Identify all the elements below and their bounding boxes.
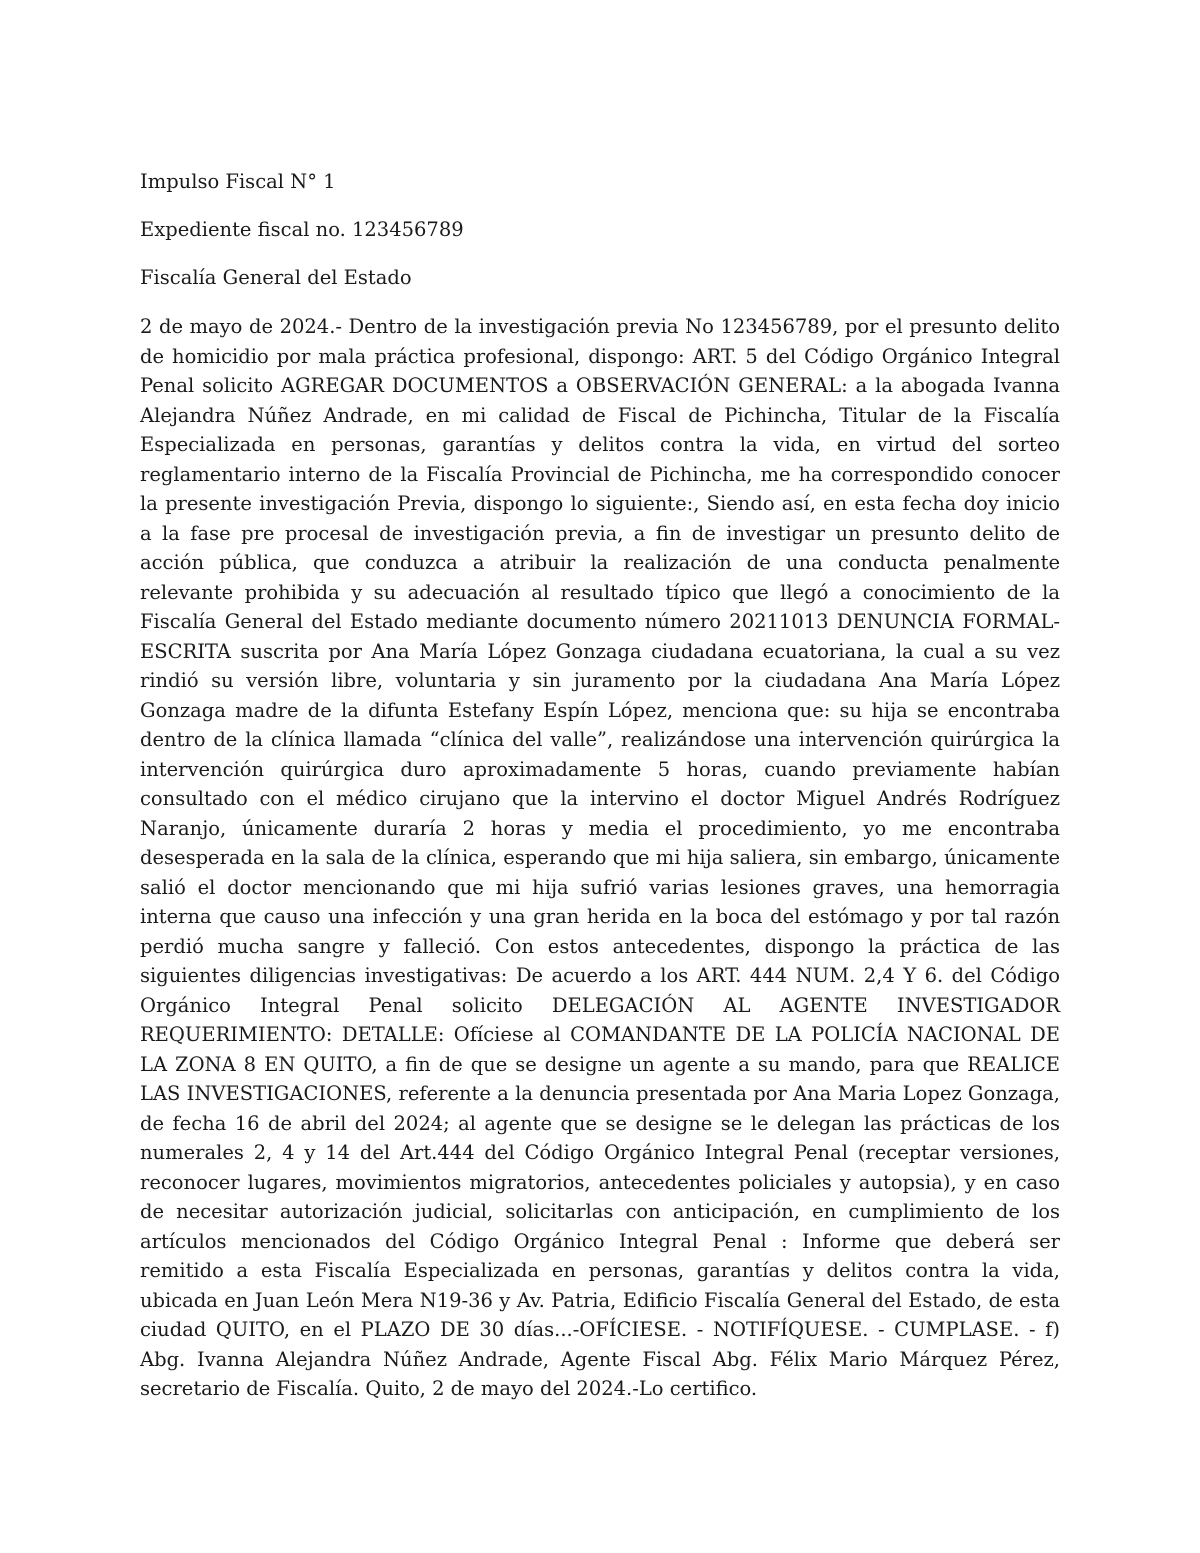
document-content bbox=[140, 168, 1060, 1404]
fiscalia-heading: Fiscalía General del Estado bbox=[140, 266, 412, 289]
impulso-fiscal-heading: Impulso Fiscal N° 1 bbox=[140, 170, 336, 193]
body-paragraph: 2 de mayo de 2024.- Dentro de la investigación previa No 123456789, por el presunto delito de homicidio por mala práctica profesional, dispongo: ART. 5 del Código Orgánico Integral Penal solicito AGREGAR DOCUMENTOS a OBSERVACIÓN GENERAL: a la abogada Ivanna Alejandra Núñez Andrade, en mi calidad de Fiscal de Pichincha, Titular de la Fiscalía Especializada en personas, garantías y delitos contra la vida, en virtud del sorteo reglamentario interno de la Fiscalía Provincial de Pichincha, me ha correspondido conocer la presente investigación Previa, dispongo lo siguiente:, Siendo así, en esta fecha doy inicio a la fase pre procesal de investigación previa, a fin de investigar un presunto delito de acción pública, que conduzca a atribuir la realización de una conducta penalmente relevante prohibida y su adecuación al resultado típico que llegó a conocimiento de la Fiscalía General del Estado mediante documento número 20211013 DENUNCIA FORMAL- ESCRITA suscrita por Ana María López Gonzaga ciudadana ecuatoriana, la cual a su vez rindió su versión libre, voluntaria y sin juramento por la ciudadana Ana María López Gonzaga madre de la difunta Estefany Espín López, menciona que: su hija se encontraba dentro de la clínica llamada “clínica del valle”, realizándose una intervención quirúrgica la intervención quirúrgica duro aproximadamente 5 horas, cuando previamente habían consultado con el médico cirujano que la intervino el doctor Miguel Andrés Rodríguez Naranjo, únicamente duraría 2 horas y media el procedimiento, yo me encontraba desesperada en la sala de la clínica, esperando que mi hija saliera, sin embargo, únicamente salió el doctor mencionando que mi hija sufrió varias lesiones graves, una hemorragia interna que causo una infección y una gran herida en la boca del estómago y por tal razón perdió mucha sangre y falleció. Con estos antecedentes, dispongo la práctica de las siguientes diligencias investigativas: De acuerdo a los ART. 444 NUM. 2,4 Y 6. del Código Orgánico Integral Penal solicito DELEGACIÓN AL AGENTE INVESTIGADOR REQUERIMIENTO: DETALLE: Ofíciese al COMANDANTE DE LA POLICÍA NACIONAL DE LA ZONA 8 EN QUITO, a fin de que se designe un agente a su mando, para que REALICE LAS INVESTIGACIONES, referente a la denuncia presentada por Ana Maria Lopez Gonzaga, de fecha 16 de abril del 2024; al agente que se designe se le delegan las prácticas de los numerales 2, 4 y 14 del Art.444 del Código Orgánico Integral Penal (receptar versiones, reconocer lugares, movimientos migratorios, antecedentes policiales y autopsia), y en caso de necesitar autorización judicial, solicitarlas con anticipación, en cumplimiento de los artículos mencionados del Código Orgánico Integral Penal : Informe que deberá ser remitido a esta Fiscalía Especializada en personas, garantías y delitos contra la vida, ubicada en Juan León Mera N19-36 y Av. Patria, Edificio Fiscalía General del Estado, de esta ciudad QUITO, en el PLAZO DE 30 días...-OFÍCIESE. - NOTIFÍQUESE. - CUMPLASE. - f) Abg. Ivanna Alejandra Núñez Andrade, Agente Fiscal Abg. Félix Mario Márquez Pérez, secretario de Fiscalía. Quito, 2 de mayo del 2024.-Lo certifico. bbox=[140, 315, 1060, 1400]
expediente-fiscal-heading: Expediente fiscal no. 123456789 bbox=[140, 218, 464, 241]
